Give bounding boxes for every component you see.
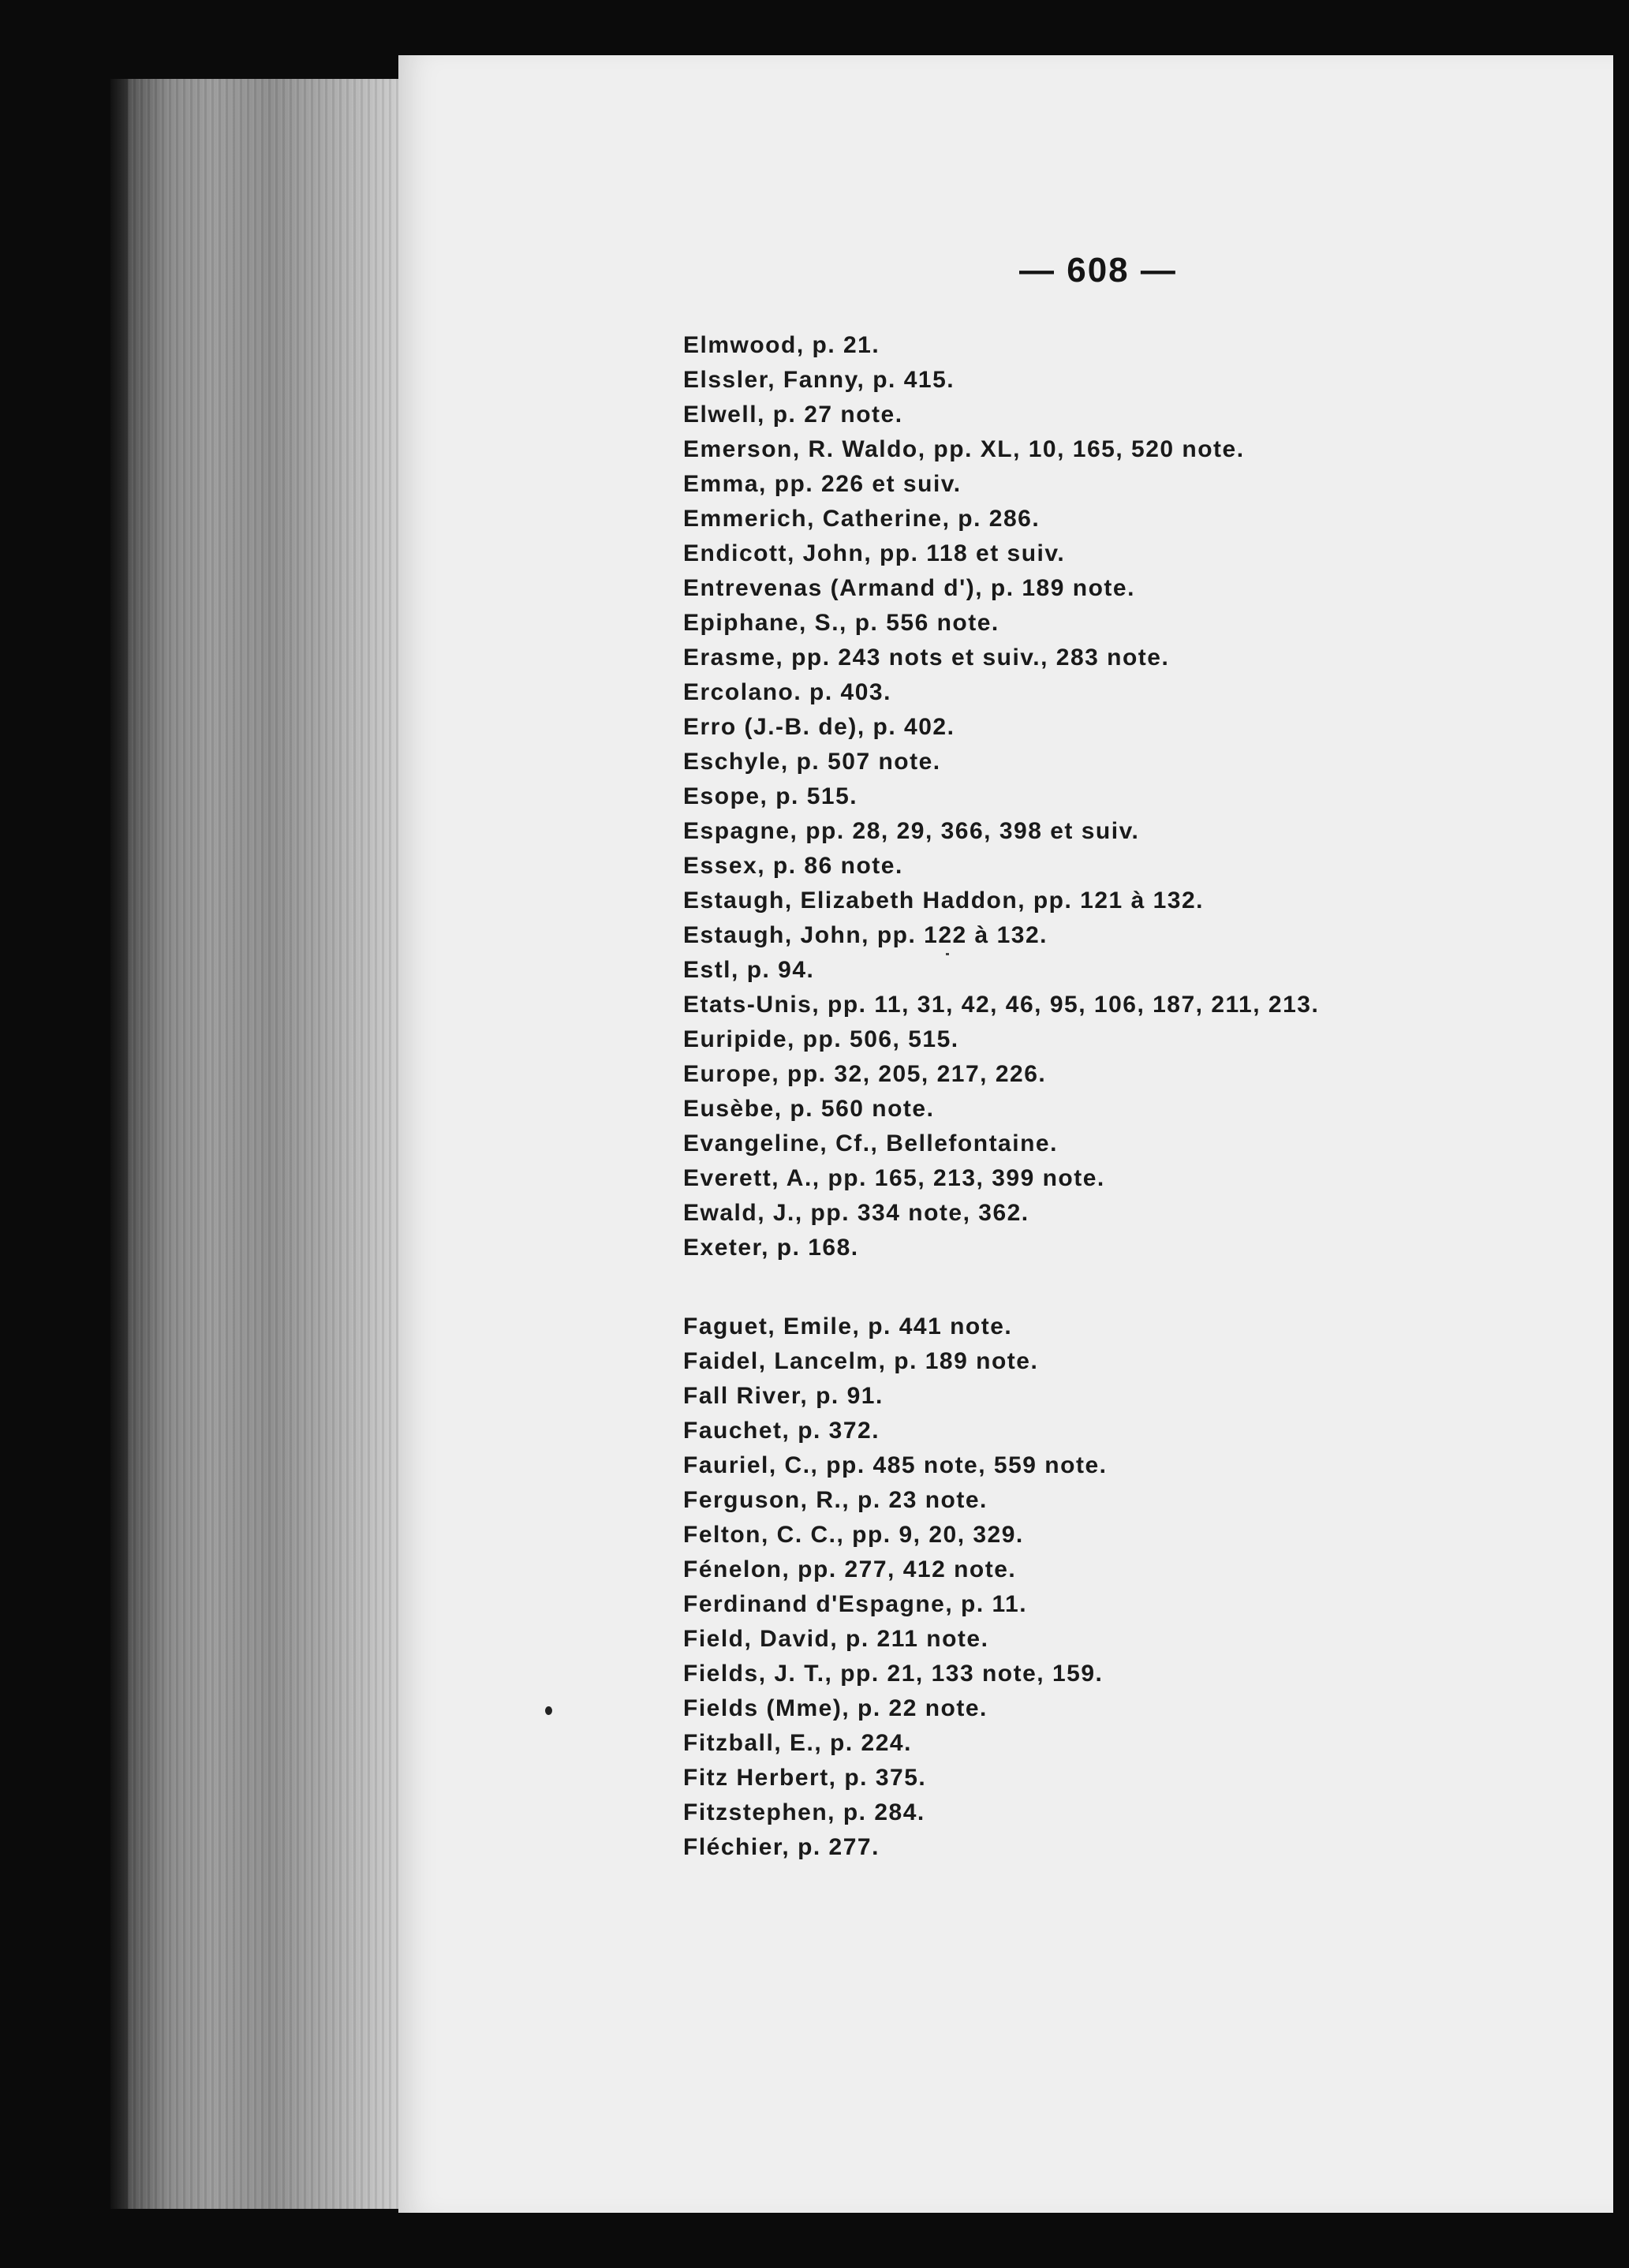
- index-entry: Ewald, J., pp. 334 note, 362.: [683, 1200, 1029, 1226]
- index-entry: Eschyle, p. 507 note.: [683, 749, 941, 775]
- index-entry: Fénelon, pp. 277, 412 note.: [683, 1556, 1017, 1582]
- index-entry: Erasme, pp. 243 nots et suiv., 283 note.: [683, 645, 1170, 671]
- index-entry: Espagne, pp. 28, 29, 366, 398 et suiv.: [683, 818, 1140, 844]
- index-entry: Elssler, Fanny, p. 415.: [683, 367, 955, 393]
- index-entry: Emma, pp. 226 et suiv.: [683, 471, 962, 497]
- index-entry: Esope, p. 515.: [683, 783, 858, 809]
- index-entry: Estaugh, Elizabeth Haddon, pp. 121 à 132.: [683, 887, 1204, 914]
- page-number: — 608 —: [1019, 251, 1177, 290]
- index-entry: Fléchier, p. 277.: [683, 1834, 880, 1860]
- index-entry: Fitzball, E., p. 224.: [683, 1730, 912, 1756]
- index-list: [683, 328, 1319, 1865]
- index-entry: Fauchet, p. 372.: [683, 1418, 880, 1444]
- index-entry: Fall River, p. 91.: [683, 1383, 884, 1409]
- index-entry: Fitzstephen, p. 284.: [683, 1799, 925, 1825]
- ink-speck: [946, 953, 949, 955]
- index-entry: Everett, A., pp. 165, 213, 399 note.: [683, 1165, 1105, 1191]
- index-entry: Estl, p. 94.: [683, 957, 815, 983]
- index-entry: Ferguson, R., p. 23 note.: [683, 1487, 988, 1513]
- index-entry: Evangeline, Cf., Bellefontaine.: [683, 1130, 1058, 1156]
- index-entry: Fields (Mme), p. 22 note.: [683, 1695, 988, 1721]
- index-entry: Emmerich, Catherine, p. 286.: [683, 506, 1041, 532]
- index-entry: Exeter, p. 168.: [683, 1235, 859, 1261]
- ink-dot: [545, 1706, 552, 1715]
- index-entry: Ercolano. p. 403.: [683, 679, 891, 705]
- index-entry: Erro (J.-B. de), p. 402.: [683, 714, 955, 740]
- book-gutter-shadow: [110, 79, 402, 2209]
- index-entry: Essex, p. 86 note.: [683, 853, 903, 879]
- index-entry: Epiphane, S., p. 556 note.: [683, 610, 999, 636]
- index-entry: Ferdinand d'Espagne, p. 11.: [683, 1591, 1028, 1617]
- index-entry: Fitz Herbert, p. 375.: [683, 1765, 927, 1791]
- index-entry: Estaugh, John, pp. 122 à 132.: [683, 922, 1048, 948]
- index-entry: Euripide, pp. 506, 515.: [683, 1026, 959, 1052]
- index-entry: Elmwood, p. 21.: [683, 332, 880, 358]
- section-gap: [683, 1265, 1319, 1310]
- index-entry: Etats-Unis, pp. 11, 31, 42, 46, 95, 106, 187, 211, 213.: [683, 992, 1320, 1018]
- index-entry: Fields, J. T., pp. 21, 133 note, 159.: [683, 1661, 1104, 1687]
- index-entry: Endicott, John, pp. 118 et suiv.: [683, 540, 1066, 566]
- index-entry: Eusèbe, p. 560 note.: [683, 1096, 935, 1122]
- index-entry: Elwell, p. 27 note.: [683, 402, 903, 428]
- index-entry: Fauriel, C., pp. 485 note, 559 note.: [683, 1452, 1108, 1478]
- index-entry: Europe, pp. 32, 205, 217, 226.: [683, 1061, 1047, 1087]
- index-entry: Entrevenas (Armand d'), p. 189 note.: [683, 575, 1135, 601]
- index-entry: Faidel, Lancelm, p. 189 note.: [683, 1348, 1039, 1374]
- index-entry: Faguet, Emile, p. 441 note.: [683, 1313, 1013, 1340]
- index-entry: Emerson, R. Waldo, pp. XL, 10, 165, 520 note.: [683, 436, 1245, 462]
- book-edge: [110, 79, 128, 2209]
- index-entry: Field, David, p. 211 note.: [683, 1626, 989, 1652]
- index-entry: Felton, C. C., pp. 9, 20, 329.: [683, 1522, 1024, 1548]
